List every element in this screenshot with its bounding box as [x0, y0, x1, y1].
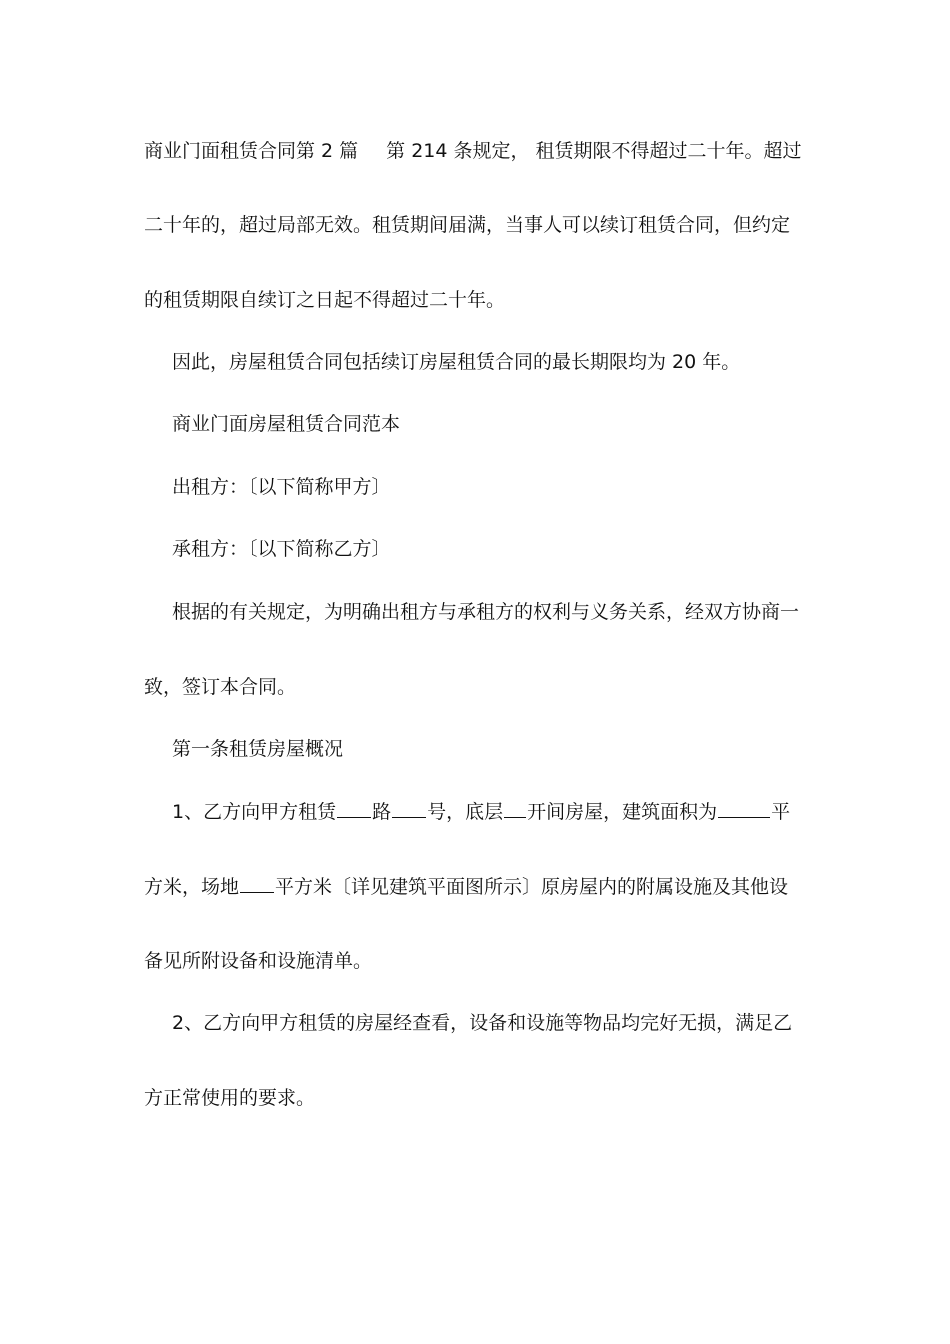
paragraph-line: 二十年的，超过局部无效。租赁期间届满，当事人可以续订租赁合同，但约定: [144, 214, 791, 236]
paragraph-line: [144, 139, 802, 163]
clause-text: 方米，场地: [144, 876, 240, 898]
article-title: 第一条租赁房屋概况: [172, 738, 344, 760]
clause-text: 平方米〔详见建筑平面图所示〕原房屋内的附属设施及其他设: [275, 876, 789, 898]
clause-text: 开间房屋，建筑面积为: [527, 801, 718, 823]
fill-blank: [718, 799, 770, 818]
fill-blank: [392, 799, 426, 818]
clause-line: 2、乙方向甲方租赁的房屋经查看，设备和设施等物品均完好无损，满足乙: [172, 1012, 793, 1034]
fill-blank: [240, 874, 274, 893]
section-title: 商业门面房屋租赁合同范本: [172, 413, 401, 435]
fill-blank: [337, 799, 371, 818]
paragraph-line: 致，签订本合同。: [144, 676, 297, 698]
paragraph-line: 根据的有关规定，为明确出租方与承租方的权利与义务关系，经双方协商一: [172, 601, 800, 623]
lessor-line: 出租方：〔以下简称甲方〕: [172, 476, 391, 498]
paragraph-text: 第 214 条规定， 租赁期限不得超过二十年。超过: [386, 140, 802, 162]
document-heading-inline: 商业门面租赁合同第 2 篇: [144, 140, 359, 162]
lessee-line: 承租方：〔以下简称乙方〕: [172, 538, 391, 560]
clause-text: 1、乙方向甲方租赁: [172, 801, 337, 823]
clause-text: 号，底层: [427, 801, 504, 823]
paragraph-line: 因此，房屋租赁合同包括续订房屋租赁合同的最长期限均为 20 年。: [172, 351, 741, 373]
fill-blank: [504, 799, 526, 818]
paragraph-line: 的租赁期限自续订之日起不得超过二十年。: [144, 289, 506, 311]
clause-text: 路: [372, 801, 392, 823]
clause-line: [144, 874, 788, 899]
clause-line: 备见所附设备和设施清单。: [144, 950, 373, 972]
clause-line: [172, 799, 790, 824]
clause-text: 平: [771, 801, 791, 823]
clause-line: 方正常使用的要求。: [144, 1087, 316, 1109]
